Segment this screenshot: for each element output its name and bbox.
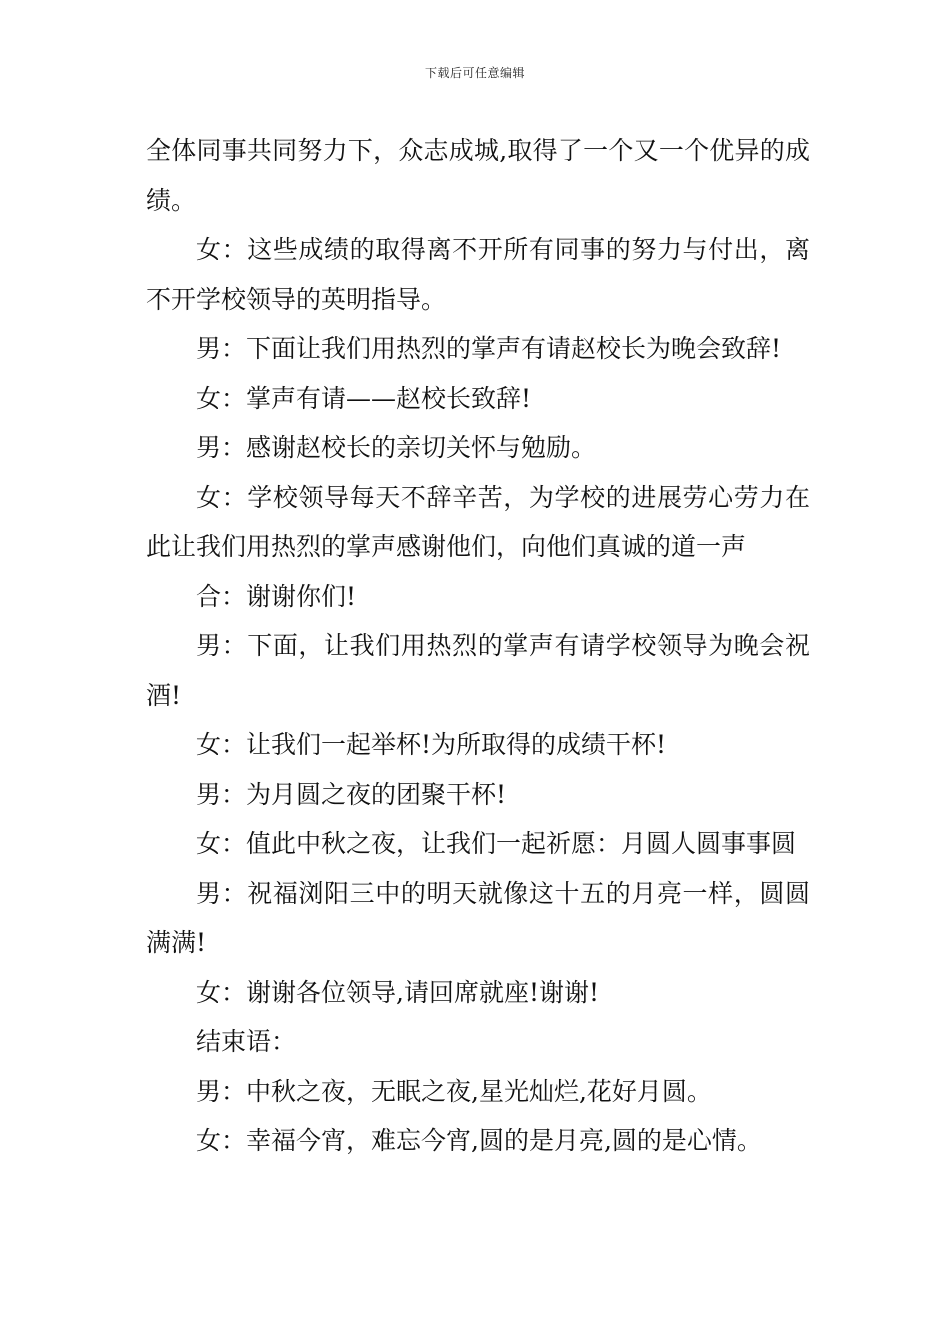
- paragraph: 女：值此中秋之夜，让我们一起祈愿：月圆人圆事事圆: [196, 829, 797, 858]
- paragraph: 女：幸福今宵，难忘今宵,圆的是月亮,圆的是心情。: [196, 1126, 762, 1155]
- paragraph: 男：中秋之夜，无眠之夜,星光灿烂,花好月圆。: [196, 1076, 712, 1106]
- paragraph: 男：下面让我们用热烈的掌声有请赵校长为晚会致辞!: [196, 334, 782, 363]
- page-header: 下载后可任意编辑: [424, 66, 525, 80]
- paragraph: 男：为月圆之夜的团聚干杯!: [196, 779, 507, 809]
- paragraph: 结束语：: [196, 1027, 297, 1056]
- paragraph: 女：掌声有请——赵校长致辞!: [196, 383, 532, 413]
- paragraph: 全体同事共同努力下，众志成城,取得了一个又一个优异的成绩。: [146, 136, 810, 215]
- paragraph: 男：下面，让我们用热烈的掌声有请学校领导为晚会祝酒!: [146, 631, 810, 710]
- document-body: [146, 126, 810, 1166]
- paragraph: 女：这些成绩的取得离不开所有同事的努力与付出，离不开学校领导的英明指导。: [146, 235, 810, 314]
- paragraph: 男：祝福浏阳三中的明天就像这十五的月亮一样，圆圆满满!: [146, 878, 810, 957]
- paragraph: 女：让我们一起举杯!为所取得的成绩干杯!: [196, 730, 667, 759]
- paragraph: 女：谢谢各位领导,请回席就座!谢谢!: [196, 977, 600, 1007]
- paragraph: 男：感谢赵校长的亲切关怀与勉励。: [196, 433, 597, 462]
- paragraph: 女：学校领导每天不辞辛苦，为学校的进展劳心劳力在此让我们用热烈的掌声感谢他们，向他们真诚的道一声: [146, 482, 810, 561]
- paragraph: 合：谢谢你们!: [196, 581, 357, 611]
